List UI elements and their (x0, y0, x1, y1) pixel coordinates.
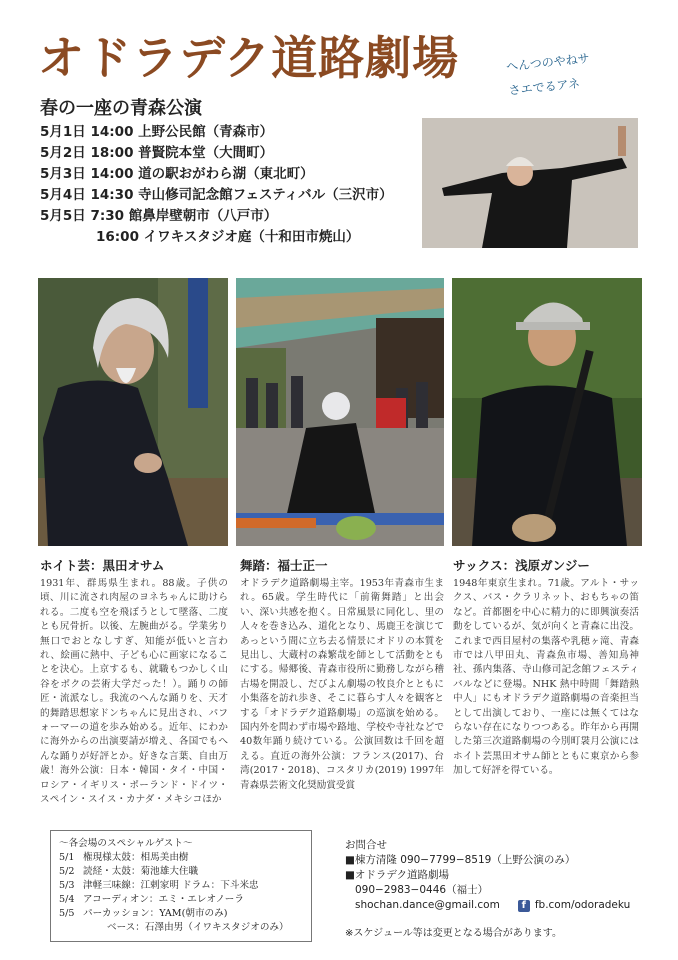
contact-email-link[interactable]: shochan.dance@gmail.com (355, 899, 500, 911)
contact-online (345, 898, 645, 913)
bio-kuroda-osamu (40, 556, 228, 808)
guest-date: 5/1 (59, 852, 75, 863)
contact-line-odoradeku: ■オドラデク道路劇場 (345, 869, 450, 881)
schedule-row-may5-afternoon: 16:00 イワキスタジオ庭（十和田市焼山） (96, 229, 360, 245)
contact-info (345, 838, 645, 913)
guest-row (59, 893, 303, 907)
tagline-line-1: へんつのやねサ (505, 51, 591, 74)
dancer-photo-top (422, 118, 638, 248)
schedule-row-may1: 5月1日 14:00 上野公民館（青森市） (40, 124, 274, 140)
schedule-row-may4: 5月4日 14:30 寺山修司記念館フェスティバル（三沢市） (40, 187, 393, 203)
bio-text: 1931年、群馬県生まれ。88歳。子供の頃、川に流され肉屋のヨネちゃんに助けられる。二度も空を飛ぼうとして墜落、二度とも尻骨折。以後、左腕曲がる。学業劣り無口でおとなしすぎ、知能が低いと言われ、絵画に熱中、子ども心に画家になることを決心。上京するも、就職もつかしく山谷をボクの芸術大学だった！）。踊りの師匠・流派なし。我流のへんな踊りを、天才的舞踏思想家ドンちゃんに見出され、パフォーマーの道を歩み始める。近年、にわかに海外からの出演要請が増え、各国でもへんな踊りが好評とか。好きな言葉、自由万歳！海外公演：日本・韓国・タイ・中国・ロシア・イギリス・ポーランド・ドイツ・スペイン・スイス・カナダ・メキシコほか (40, 578, 228, 806)
schedule-change-note: ※スケジュール等は変更となる場合があります。 (345, 928, 562, 939)
guest-date: 5/5 (59, 908, 75, 919)
contact-heading: お問合せ (345, 839, 387, 851)
bio-heading: ホイト芸：黒田オサム (40, 558, 165, 573)
facebook-link[interactable] (518, 898, 630, 913)
tagline (505, 46, 593, 102)
guest-row (59, 907, 303, 921)
bio-text: オドラデク道路劇場主宰。1953年青森市生まれ。65歳。学生時代に「前衛舞踏」と出会い、深い共感を抱く。日常風景に同化し、里の人々を巻き込み、道化となり、馬鹿王を演じてあっという間に立ち去る情景にオドリの本質を見出し、大蔵村の森繁哉を師として活動をともにする。帰郷後、青森市役所に勤務しながら稽古場を開設し、だびよん劇場の牧良介とともに小集落を訪れ歩き、そこに暮らす人々を観客とする「オドラデク道路劇場」の巡演を始める。国内外を問わず市場や路地、学校や寺社などで40数年踊り続けている。公演回数は千回を超える。直近の海外公演：フランス(2017)、台湾(2017・2018)、コスタリカ(2019) 1997年青森県芸術文化奨励賞受賞 (240, 578, 444, 791)
tagline-line-2: さエでるアネ (508, 76, 581, 98)
guest-date: 5/4 (59, 894, 75, 905)
bio-fukushi-shoichi (240, 556, 444, 793)
bio-heading: サックス：浅原ガンジー (453, 558, 590, 573)
guest-date (59, 921, 83, 935)
poster-subtitle: 春の一座の青森公演 (40, 98, 202, 119)
bio-asahara-ganji (453, 556, 639, 779)
guest-row (59, 865, 303, 879)
guest-row (59, 879, 303, 893)
facebook-url: fb.com/odoradeku (534, 899, 631, 911)
bio-text: 1948年東京生まれ。71歳。アルト・サックス、バス・クラリネット、おもちゃの笛など。首都圏を中心に精力的に即興演奏活動をしているが、気が向くと青森に出没。これまで西目屋村の集落や乳穂ヶ滝、青森市では八甲田丸、青森魚市場、善知鳥神社、孫内集落、寺山修司記念館フェスティバルなどに登場。NHK 熱中時間「舞踏熱中人」にもオドラデク道路劇場の音楽担当として出演しており、一座には無くてはならない存在になりつつある。昨年から再開した第三次道路劇場の今別町袰月公演にはホイト芸黒田オサム師とともに東京から参加して好評を得ている。 (453, 578, 639, 777)
guest-text: 権現様太鼓：相馬美由樹 (83, 852, 189, 863)
asahara-ganji-photo (452, 278, 642, 546)
contact-phone-fukushi: 090−2983−0446（福士） (355, 884, 489, 896)
bio-heading: 舞踏：福士正一 (240, 558, 328, 573)
schedule-row-may5-morning: 5月5日 7:30 館鼻岸壁朝市（八戸市） (40, 208, 278, 224)
guest-date: 5/2 (59, 866, 75, 877)
facebook-icon: f (518, 900, 530, 912)
poster-title: オドラデク道路劇場 (38, 31, 460, 85)
guest-text: 津軽三味線：江剌家明 ドラム：下斗米忠 (83, 880, 259, 891)
schedule-list (40, 122, 460, 248)
guest-text: ベース：石澤由男（イワキスタジオのみ） (107, 922, 289, 933)
guest-text: 読経・太鼓：菊池雄大住職 (83, 866, 199, 877)
guests-heading: 〜各会場のスペシャルゲスト〜 (59, 838, 193, 849)
schedule-row-may3: 5月3日 14:00 道の駅おがわら湖（東北町） (40, 166, 314, 182)
guest-row (59, 921, 303, 935)
kuroda-osamu-photo (38, 278, 228, 546)
guest-text: パーカッション：YAM(朝市のみ) (83, 908, 228, 919)
guest-row (59, 851, 303, 865)
fukushi-shoichi-photo (236, 278, 444, 546)
special-guests-box (50, 830, 312, 942)
guest-date: 5/3 (59, 880, 75, 891)
contact-line-munakata: ■棟方清隆 090−7799−8519（上野公演のみ） (345, 854, 576, 866)
schedule-row-may2: 5月2日 18:00 普賢院本堂（大間町） (40, 145, 274, 161)
guest-text: アコーディオン：エミ・エレオノーラ (83, 894, 244, 905)
